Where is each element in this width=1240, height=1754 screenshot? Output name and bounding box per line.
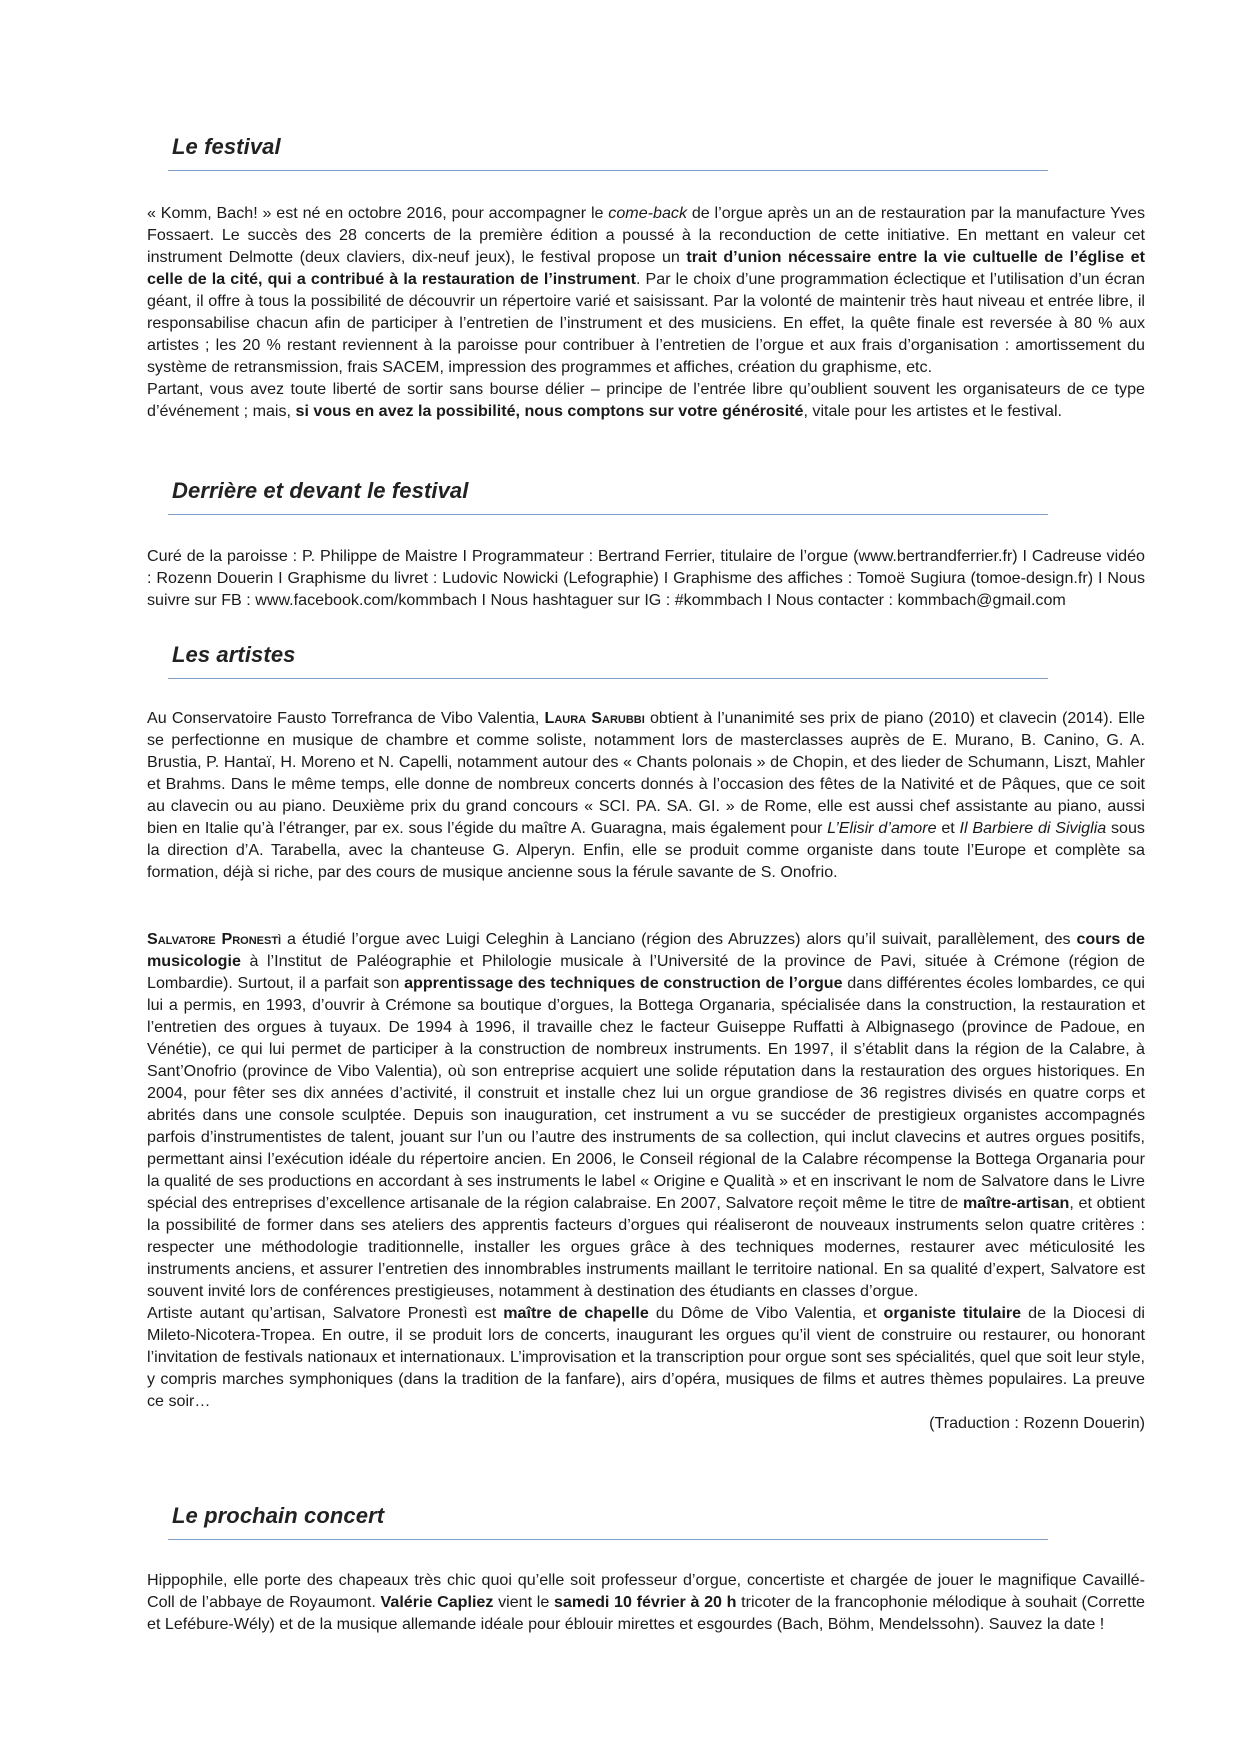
text-run: a étudié l’orgue avec Luigi Celeghin à Lanciano (région des Abruzzes) alors qu’il suivait, parallèlement, des [281,930,1077,948]
paragraph [147,928,1145,1302]
section-heading-artists [172,642,1052,668]
section-divider [168,514,1048,515]
performer-name: Valérie Capliez [380,1593,494,1611]
emphasis: come-back [608,204,688,222]
section-heading-credits [172,478,1052,504]
opera-title: Il Barbiere di Siviglia [959,819,1107,837]
text-run: de la Diocesi di Mileto-Nicotera-Tropea. En outre, il se produit lors de concerts, inaugurant les orgues qu’il vient de construire ou restaurer, ou honorant l’invitation de festivals nationaux et internationaux. L’improvisation et la transcription pour orgue sont ses spécialités, quel que soit leur style, y compris marches symphoniques (dans la tradition de la fanfare), airs d’opéra, musiques de films et autres thèmes populaires. La preuve ce soir… [147,1304,1145,1410]
artist-name: Laura Sarubbi [544,709,645,727]
artist-name: Salvatore Pronestì [147,930,282,948]
text-run: sous la direction d’A. Tarabella, avec la chanteuse G. Alperyn. Enfin, elle se produit comme organiste dans toute l’Europe et complète sa formation, déjà si riche, par des cours de musique ancienne sous la férule savante de S. Onofrio. [147,819,1145,881]
text-run: et [936,819,960,837]
text-run: , et obtient la possibilité de former dans ses ateliers des apprentis facteurs d’orgues qui réaliseront de nouveaux instruments selon quatre critères : respecter une méthodologie traditionnelle, installer les orgues grâce à des techniques modernes, restaurer avec méticulosité les instruments anciens, et assurer l’entretien des innombrables instruments maillant le territoire national. En sa qualité d’expert, Salvatore est souvent invité lors de conférences prestigieuses, notamment à destination des étudiants en classes d’orgue. [147,1194,1145,1300]
artist-bio-salvatore [147,928,1145,1434]
section-divider [168,678,1048,679]
text-run: de l’orgue après un an de restauration par la manufacture Yves Fossaert. Le succès des 28 concerts de la première édition a poussé à la reconduction de cette initiative. En mettant en valeur cet instrument Delmotte (deux claviers, dix-neuf jeux), le festival propose un [147,204,1145,266]
credits-body [147,545,1145,611]
text-run: Hippophile, elle porte des chapeaux très chic quoi qu’elle soit professeur d’orgue, concertiste et chargée de jouer le magnifique Cavaillé-Coll de l’abbaye de Royaumont. [147,1571,1145,1611]
section-title: Derrière et devant le festival [172,478,469,503]
bold-text: organiste titulaire [883,1304,1022,1322]
paragraph: Curé de la paroisse : P. Philippe de Maistre I Programmateur : Bertrand Ferrier, titulaire de l’orgue (www.bertrandferrier.fr) I Cadreuse vidéo : Rozenn Douerin I Graphisme du livret : Ludovic Nowicki (Lefographie) I Graphisme des affiches : Tomoë Sugiura (tomoe-design.fr) I Nous suivre sur FB : www.facebook.com/kommbach I Nous hashtaguer sur IG : #kommbach I Nous contacter : kommbach@gmail.com [147,547,1145,609]
paragraph [147,378,1145,422]
text-run: Au Conservatoire Fausto Torrefranca de Vibo Valentia, [147,709,545,727]
paragraph [147,1302,1145,1412]
bold-text: maître-artisan [962,1194,1070,1212]
text-run: . Par le choix d’une programmation éclectique et l’utilisation d’un écran géant, il offre à tous la possibilité de découvrir un répertoire varié et saisissant. Par la volonté de maintenir très haut niveau et entrée libre, il responsabilise chacun afin de participer à l’entretien de l’instrument et des musiciens. En effet, la quête finale est reversée à 80 % aux artistes ; les 20 % restant reviennent à la paroisse pour contribuer à l’entretien de l’orgue et aux frais d’organisation : amortissement du système de retransmission, frais SACEM, impression des programmes et affiches, création du graphisme, etc. [147,270,1145,376]
text-run: dans différentes écoles lombardes, ce qui lui a permis, en 1993, d’ouvrir à Crémone sa boutique d’orgues, la Bottega Organaria, spécialisée dans la construction, la restauration et l’entretien des orgues à tuyaux. De 1994 à 1996, il travaille chez le facteur Guiseppe Ruffatti à Albignasego (province de Padoue, en Vénétie), ce qui lui permet de participer à la construction de nombreux instruments. En 1997, il s’établit dans la région de la Calabre, à Sant’Onofrio (province de Vibo Valentia), où son entreprise acquiert une solide réputation dans la restauration des orgues historiques. En 2004, pour fêter ses dix années d’activité, il construit et installe chez lui un orgue grandiose de 36 registres divisés en quatre corps et abrités dans une console sculptée. Depuis son inauguration, cet instrument a vu se succéder de prestigieux organistes accompagnés parfois d’instrumentistes de talent, jouant sur l’un ou l’autre des instruments de sa collection, qui inclut clavecins et autres orgues positifs, permettant ainsi l’exécution idéale du répertoire ancien. En 2006, le Conseil régional de la Calabre récompense la Bottega Organaria pour la qualité de ses productions en accordant à ses instruments le label « Origine e Qualità » et en inscrivant le nom de Salvatore dans le Livre spécial des entreprises d’excellence artisanale de la région calabraise. En 2007, Salvatore reçoit même le titre de [147,974,1145,1212]
section-title: Le prochain concert [172,1503,385,1528]
section-heading-festival [172,134,1052,160]
next-concert-body [147,1569,1145,1635]
text-run: obtient à l’unanimité ses prix de piano (2010) et clavecin (2014). Elle se perfectionne en musique de chambre et comme soliste, notamment lors de masterclasses auprès de E. Murano, B. Canino, G. A. Brustia, P. Hantaï, H. Moreno et N. Capelli, notamment autour des « Chants polonais » de Chopin, et des lieder de Schumann, Liszt, Mahler et Brahms. Dans le même temps, elle donne de nombreux concerts donnés à l’occasion des fêtes de la Nativité et de Pâques, que ce soit au clavecin ou au piano. Deuxième prix du grand concours « SCI. PA. SA. GI. » de Rome, elle est aussi chef assistante au piano, aussi bien en Italie qu’à l’étranger, par ex. sous l’égide du maître A. Guaragna, mais également pour [147,709,1146,837]
text-run: vient le [493,1593,554,1611]
text-run: tricoter de la francophonie mélodique à souhait (Corrette et Lefébure-Wély) et de la musique allemande idéale pour éblouir mirettes et esgourdes (Bach, Böhm, Mendelssohn). Sauvez la date ! [147,1593,1145,1633]
section-heading-next-concert [172,1503,1052,1529]
concert-date: samedi 10 février à 20 h [553,1593,737,1611]
text-run: à l’Institut de Paléographie et Philologie musicale à l’Université de la province de Pavi, située à Crémone (région de Lombardie). Surtout, il a parfait son [147,952,1145,992]
bold-text: si vous en avez la possibilité, nous comptons sur votre générosité [295,402,804,420]
text-run: , vitale pour les artistes et le festival. [803,402,1062,420]
bold-text: cours de musicologie [147,930,1145,970]
bold-text: trait d’union nécessaire entre la vie cultuelle de l’église et celle de la cité, qui a contribué à la restauration de l’instrument [147,248,1145,288]
paragraph [147,202,1145,378]
paragraph [147,1569,1145,1635]
text-run: « Komm, Bach! » est né en octobre 2016, pour accompagner le [147,204,609,222]
paragraph [147,707,1145,883]
text-run: Partant, vous avez toute liberté de sortir sans bourse délier – principe de l’entrée libre qu’oublient souvent les organisateurs de ce type d’événement ; mais, [147,380,1145,420]
section-title: Les artistes [172,642,296,667]
bold-text: maître de chapelle [503,1304,649,1322]
opera-title: L’Elisir d’amore [827,819,937,837]
text-run: Artiste autant qu’artisan, Salvatore Pronestì est [147,1304,504,1322]
section-divider [168,170,1048,171]
festival-body [147,202,1145,422]
artist-bio-laura [147,707,1145,883]
section-title: Le festival [172,134,281,159]
translation-credit: (Traduction : Rozenn Douerin) [929,1414,1145,1432]
section-divider [168,1539,1048,1540]
text-run: du Dôme de Vibo Valentia, et [648,1304,884,1322]
bold-text: apprentissage des techniques de construction de l’orgue [404,974,843,992]
